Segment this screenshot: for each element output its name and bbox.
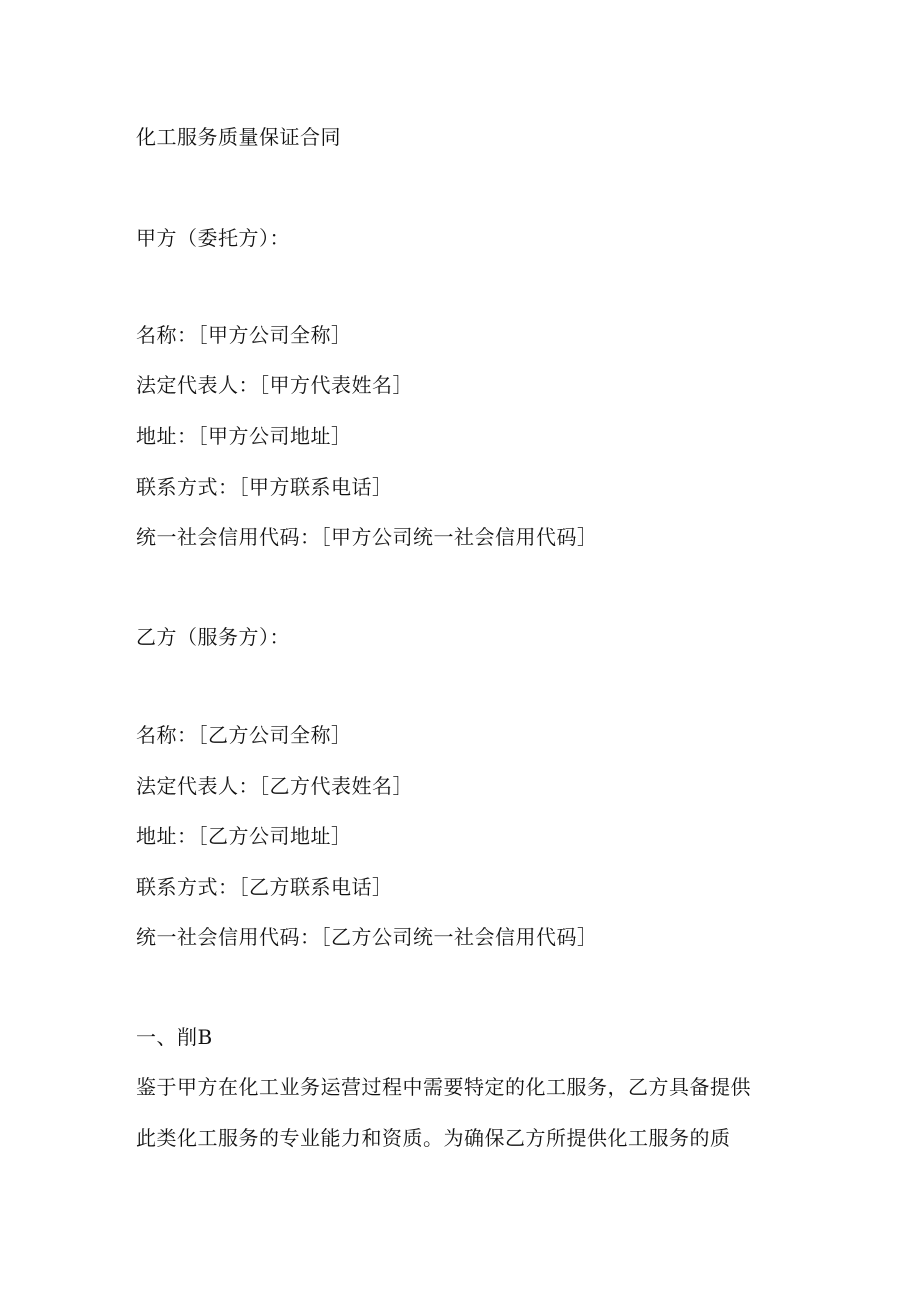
section-1-heading: 一、削B: [136, 1025, 213, 1049]
party-b-credit-code: 统一社会信用代码：［乙方公司统一社会信用代码］: [136, 925, 598, 949]
section-1-paragraph-line: 鉴于甲方在化工业务运营过程中需要特定的化工服务，乙方具备提供: [136, 1075, 751, 1099]
party-b-legal-rep: 法定代表人：［乙方代表姓名］: [136, 774, 413, 798]
party-a-name: 名称：［甲方公司全称］: [136, 323, 352, 347]
party-b-name: 名称：［乙方公司全称］: [136, 723, 352, 747]
party-a-legal-rep: 法定代表人：［甲方代表姓名］: [136, 373, 413, 397]
party-b-address: 地址：［乙方公司地址］: [136, 824, 352, 848]
party-a-contact: 联系方式：［甲方联系电话］: [136, 475, 393, 499]
party-b-heading: 乙方（服务方）：: [136, 625, 290, 649]
party-a-heading: 甲方（委托方）：: [136, 226, 290, 250]
party-a-address: 地址：［甲方公司地址］: [136, 424, 352, 448]
party-a-credit-code: 统一社会信用代码：［甲方公司统一社会信用代码］: [136, 525, 598, 549]
document-title: 化工服务质量保证合同: [136, 125, 341, 149]
section-1-paragraph-line: 此类化工服务的专业能力和资质。为确保乙方所提供化工服务的质: [136, 1126, 731, 1150]
party-b-contact: 联系方式：［乙方联系电话］: [136, 875, 393, 899]
